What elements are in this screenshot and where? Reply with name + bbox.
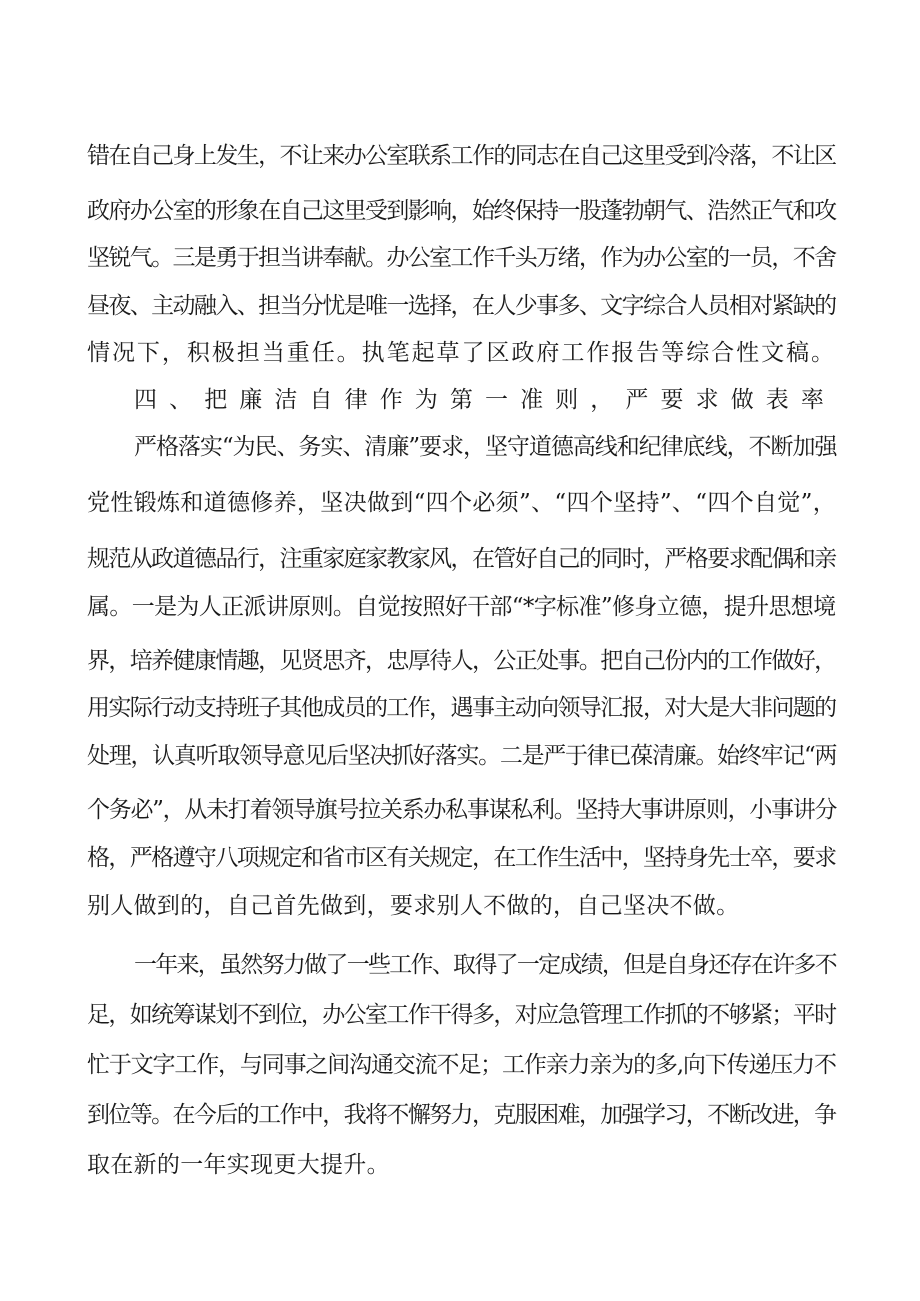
paragraph-2-line-5: 界，培养健康情趣，见贤思齐，忠厚待人，公正处事。把自己份内的工作做好， [87,648,836,674]
paragraph-2-line-3: 规范从政道德品行，注重家庭家教家风，在管好自己的同时，严格要求配偶和亲 [87,546,836,572]
paragraph-2-line-4: 属。一是为人正派讲原则。自觉按照好干部“*字标准”修身立德，提升思想境 [87,594,836,620]
paragraph-3-line-5: 取在新的一年实现更大提升。 [87,1152,390,1178]
paragraph-2-line-7: 处理，认真听取领导意见后坚决抓好落实。二是严于律已葆清廉。始终牢记“两 [87,743,837,769]
paragraph-3-line-3: 忙于文字工作，与同事之间沟通交流不足；工作亲力亲为的多,向下传递压力不 [87,1052,836,1078]
paragraph-2-line-9: 格，严格遵守八项规定和省市区有关规定，在工作生活中，坚持身先士卒，要求 [87,845,836,871]
paragraph-1-line-2: 政府办公室的形象在自己这里受到影响，始终保持一股蓬勃朝气、浩然正气和攻 [87,198,836,224]
paragraph-1-line-3: 坚锐气。三是勇于担当讲奉献。办公室工作千头万绪，作为办公室的一员，不舍 [87,245,836,271]
paragraph-2-line-2: 党性锻炼和道德修养，坚决做到“四个必须”、“四个坚持”、“四个自觉”， [87,490,837,516]
paragraph-2-line-1: 严格落实“为民、务实、清廉”要求，坚守道德高线和纪律底线，不断加强 [134,434,837,460]
paragraph-2-line-6: 用实际行动支持班子其他成员的工作，遇事主动向领导汇报，对大是大非问题的 [87,695,836,721]
paragraph-3-line-1: 一年来，虽然努力做了一些工作、取得了一定成绩，但是自身还存在许多不 [134,952,836,978]
paragraph-3-line-4: 到位等。在今后的工作中，我将不懈努力，克服困难，加强学习，不断改进，争 [87,1102,836,1128]
paragraph-1-line-5: 情况下，积极担当重任。执笔起草了区政府工作报告等综合性文稿。 [87,340,836,366]
paragraph-2-line-10: 别人做到的，自己首先做到，要求别人不做的，自己坚决不做。 [87,893,740,919]
paragraph-1-line-4: 昼夜、主动融入、担当分忧是唯一选择，在人少事多、文字综合人员相对紧缺的 [87,293,836,319]
paragraph-1-line-1: 错在自己身上发生，不让来办公室联系工作的同志在自己这里受到冷落，不让区 [87,143,836,169]
section-heading: 四、把廉洁自律作为第一准则，严要求做表率 [134,387,836,413]
paragraph-2-line-8: 个务必”，从未打着领导旗号拉关系办私事谋私利。坚持大事讲原则，小事讲分 [87,797,837,823]
paragraph-3-line-2: 足，如统筹谋划不到位，办公室工作干得多，对应急管理工作抓的不够紧；平时 [87,1002,836,1028]
